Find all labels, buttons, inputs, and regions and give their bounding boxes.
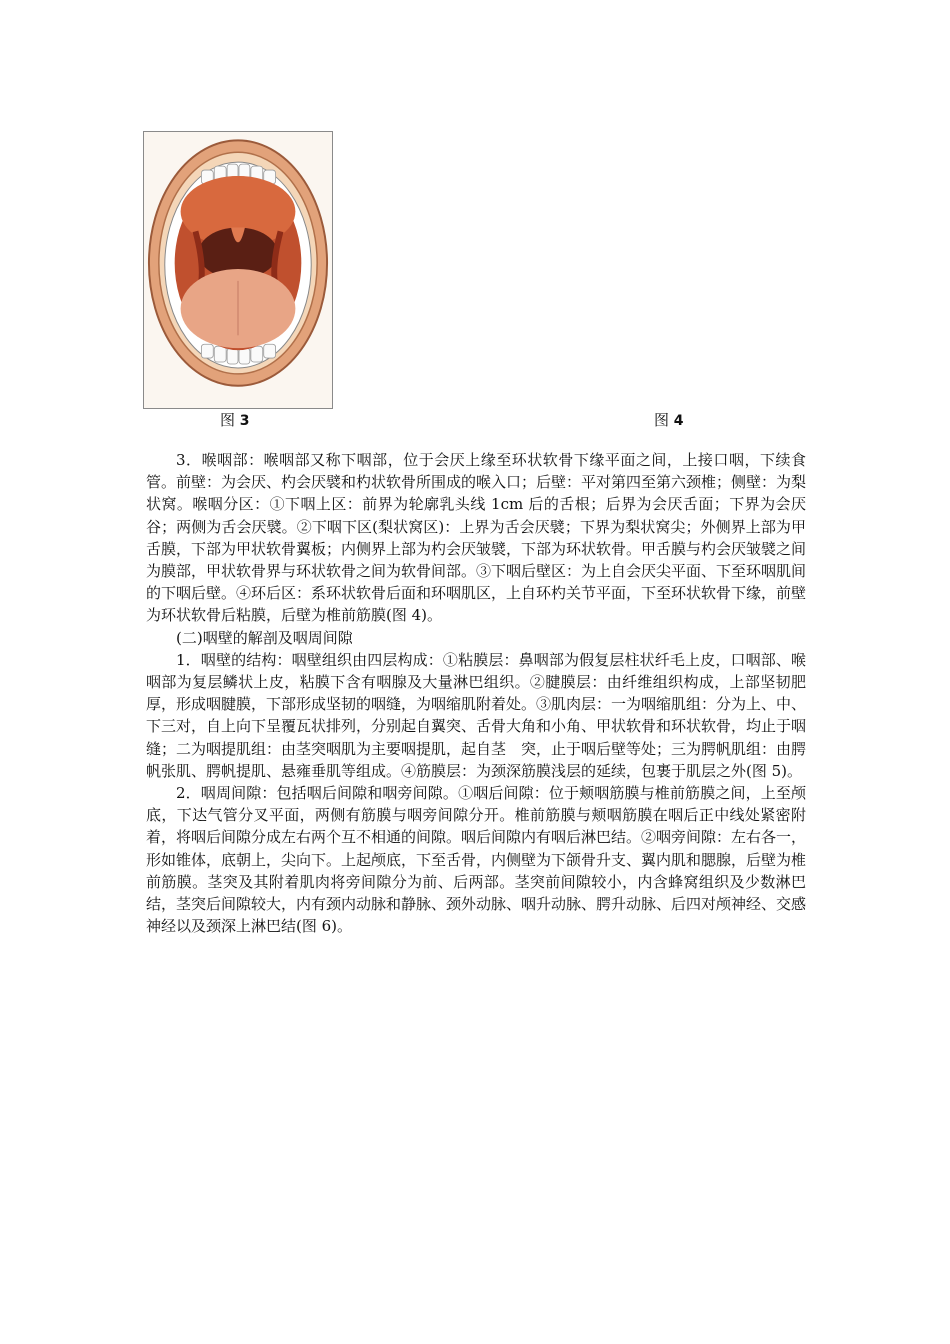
figure-4-caption: 图 4 xyxy=(654,411,684,429)
paragraph-pharyngeal-wall: 1．咽壁的结构：咽壁组织由四层构成：①粘膜层：鼻咽部为假复层柱状纤毛上皮，口咽部、喉咽部为复层鳞状上皮，粘膜下含有咽腺及大量淋巴组织。②腱膜层：由纤维组织构成，上部坚韧肥厚，形成咽腱膜，下部形成坚韧的咽缝，为咽缩肌附着处。③肌肉层：一为咽缩肌组：分为上、中、下三对，自上向下呈覆瓦状排列，分别起自翼突、舌骨大角和小角、甲状软骨和环状软骨，均止于咽缝；二为咽提肌组：由茎突咽肌为主要咽提肌，起自茎 突，止于咽后壁等处；三为腭帆肌组：由腭帆张肌、腭帆提肌、悬雍垂肌等组成。④筋膜层：为颈深筋膜浅层的延续，包裹于肌层之外(图 5)。 xyxy=(146,650,807,780)
body-text xyxy=(146,449,806,937)
paragraph-hypopharynx: 3．喉咽部：喉咽部又称下咽部，位于会厌上缘至环状软骨下缘平面之间，上接口咽，下续食管。前壁：为会厌、杓会厌襞和杓状软骨所围成的喉入口；后壁：平对第四至第六颈椎；侧壁：为梨状窝。喉咽分区：①下咽上区：前界为轮廓乳头线 1cm 后的舌根；后界为会厌舌面；下界为会厌谷；两侧为舌会厌襞。②下咽下区(梨状窝区)：上界为舌会厌襞；下界为梨状窝尖；外侧界上部为甲舌膜，下部为甲状软骨翼板；内侧界上部为杓会厌皱襞，下部为环状软骨。甲舌膜与杓会厌皱襞之间为膜部，甲状软骨界与环状软骨之间为软骨间部。③下咽后壁区：为上自会厌尖平面、下至环咽肌间的下咽后壁。④环后区：系环状软骨后面和环咽肌区，上自环杓关节平面，下至环状软骨下缘，前壁为环状软骨后粘膜，后壁为椎前筋膜(图 4)。 xyxy=(146,451,807,625)
open-mouth-illustration xyxy=(144,132,332,408)
figure-3-image xyxy=(143,131,333,409)
section-heading: (二)咽壁的解剖及咽周间隙 xyxy=(176,628,353,647)
paragraph-parapharyngeal-space: 2．咽周间隙：包括咽后间隙和咽旁间隙。①咽后间隙：位于颊咽筋膜与椎前筋膜之间，上至颅底，下达气管分叉平面，两侧有筋膜与咽旁间隙分开。椎前筋膜与颊咽筋膜在咽后正中线处紧密附着，将咽后间隙分成左右两个互不相通的间隙。咽后间隙内有咽后淋巴结。②咽旁间隙：左右各一，形如锥体，底朝上，尖向下。上起颅底，下至舌骨，内侧壁为下颌骨升支、翼内肌和腮腺，后壁为椎前筋膜。茎突及其附着肌肉将旁间隙分为前、后两部。茎突前间隙较小，内含蜂窝组织及少数淋巴结，茎突后间隙较大，内有颈内动脉和静脉、颈外动脉、咽升动脉、腭升动脉、后四对颅神经、交感神经以及颈深上淋巴结(图 6)。 xyxy=(146,784,807,936)
figure-3-caption: 图 3 xyxy=(220,411,250,429)
